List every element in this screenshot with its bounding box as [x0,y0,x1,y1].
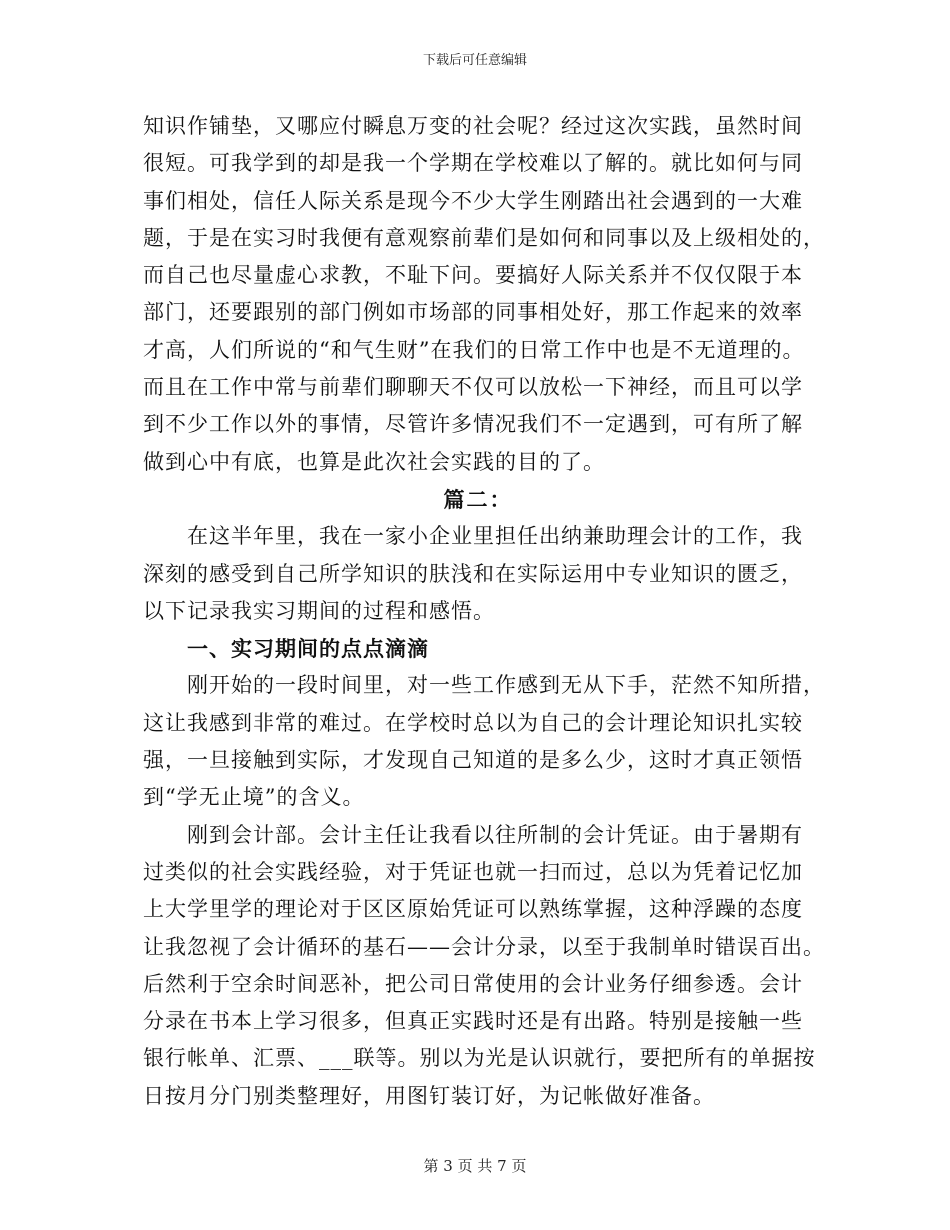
section-title: 篇二： [443,486,513,512]
paragraph-accounting-dept [143,817,825,1115]
text-line: 这让我感到非常的难过。在学校时总以为自己的会计理论知识扎实较 [143,710,803,735]
text-line: 银行帐单、汇票、___联等。别以为光是认识就行，要把所有的单据按 [143,1046,816,1071]
text-line: 后然利于空余时间恶补，把公司日常使用的会计业务仔细参透。会计 [143,971,803,996]
subheading: 一、实习期间的点点滴滴 [187,636,429,662]
page-number: 第 3 页 共 7 页 [423,1157,527,1175]
text-line: 做到心中有底，也算是此次社会实践的目的了。 [143,449,605,474]
paragraph-continued [143,108,825,481]
text-line: 深刻的感受到自己所学知识的肤浅和在实际运用中专业知识的匮乏， [143,561,803,586]
text-line: 上大学里学的理论对于区区原始凭证可以熟练掌握，这种浮躁的态度 [143,897,803,922]
text-line: 分录在书本上学习很多，但真正实践时还是有出路。特别是接触一些 [143,1009,803,1034]
text-line: 以下记录我实习期间的过程和感悟。 [143,598,495,623]
page-header-note: 下载后可任意编辑 [422,53,527,68]
paragraph-beginning [143,667,825,816]
text-line: 部门，还要跟别的部门例如市场部的同事相处好，那工作起来的效率 [143,300,803,325]
text-line: 让我忽视了会计循环的基石——会计分录，以至于我制单时错误百出。 [143,934,825,959]
paragraph-intro [143,518,813,630]
text-line: 过类似的社会实践经验，对于凭证也就一扫而过，总以为凭着记忆加 [143,859,803,884]
text-line: 才高，人们所说的“和气生财”在我们的日常工作中也是不无道理的。 [143,337,805,362]
text-line: 事们相处，信任人际关系是现今不少大学生刚踏出社会遇到的一大难 [143,188,803,213]
text-line: 而且在工作中常与前辈们聊聊天不仅可以放松一下神经，而且可以学 [143,375,803,400]
document-body [143,108,825,1115]
text-line: 强，一旦接触到实际，才发现自己知道的是多么少，这时才真正领悟 [143,748,803,773]
text-line: 在这半年里，我在一家小企业里担任出纳兼助理会计的工作，我 [187,524,803,549]
text-line: 刚到会计部。会计主任让我看以往所制的会计凭证。由于暑期有 [187,822,803,847]
text-line: 到不少工作以外的事情，尽管许多情况我们不一定遇到，可有所了解 [143,412,803,437]
text-line: 刚开始的一段时间里，对一些工作感到无从下手，茫然不知所措， [187,673,825,698]
text-line: 知识作铺垫，又哪应付瞬息万变的社会呢？经过这次实践，虽然时间 [143,114,803,138]
text-line: 日按月分门别类整理好，用图钉装订好，为记帐做好准备。 [143,1083,715,1108]
text-line: 而自己也尽量虚心求教，不耻下问。要搞好人际关系并不仅仅限于本 [143,263,803,288]
text-line: 到“学无止境”的含义。 [143,785,365,810]
text-line: 很短。可我学到的却是我一个学期在学校难以了解的。就比如何与同 [143,151,803,176]
text-line: 题，于是在实习时我便有意观察前辈们是如何和同事以及上级相处的， [143,225,825,250]
